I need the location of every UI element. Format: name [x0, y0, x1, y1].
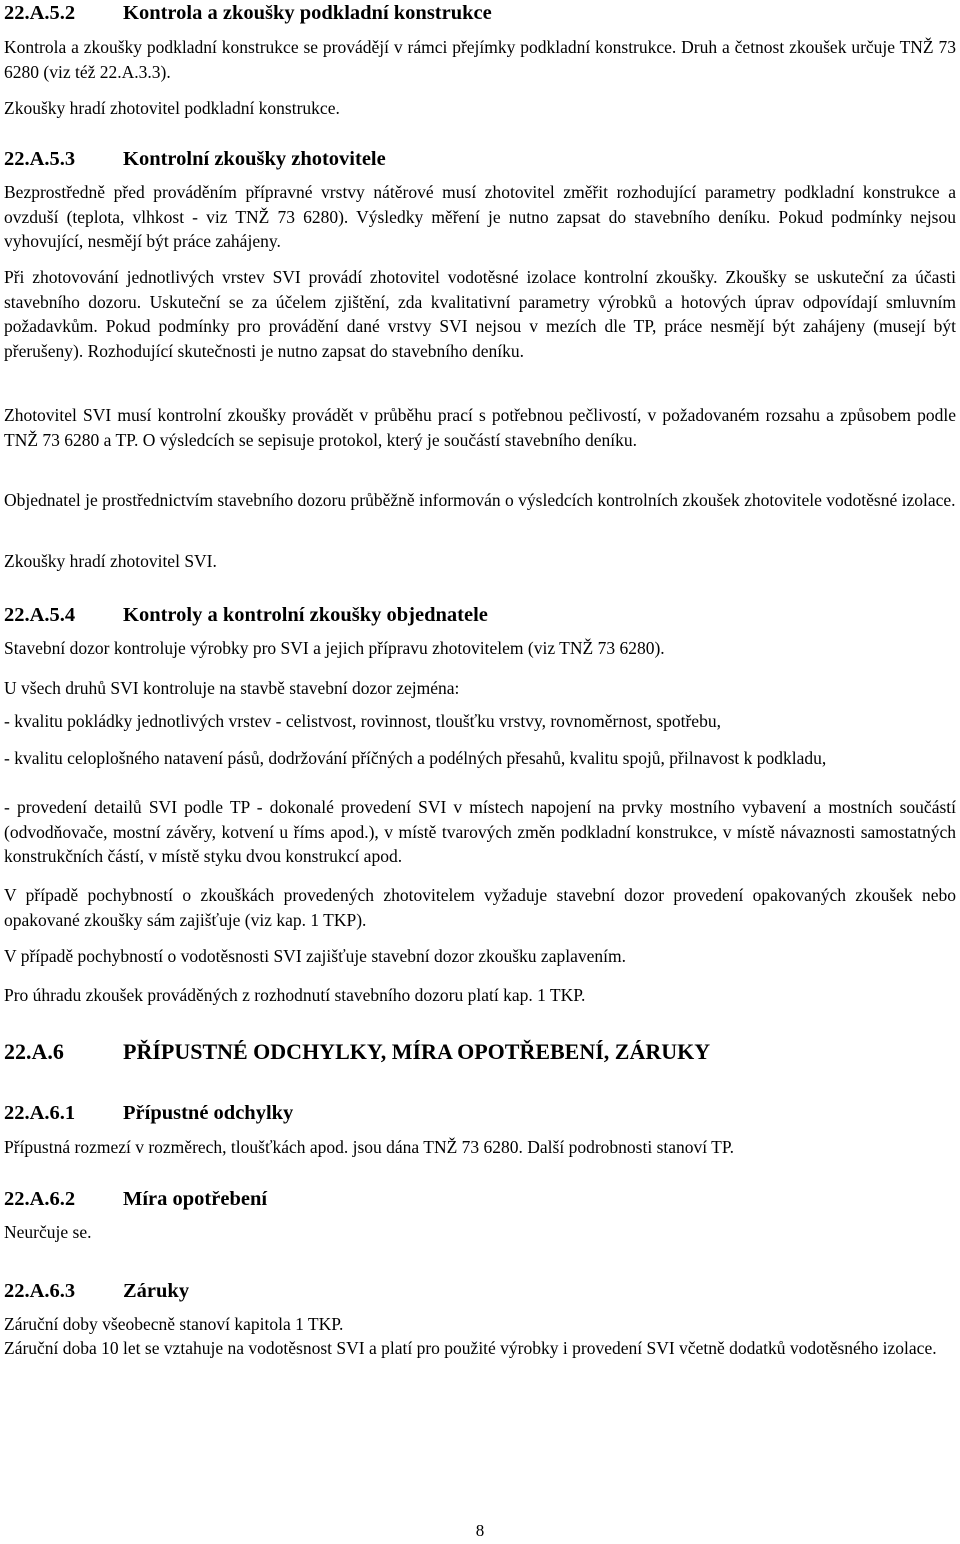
paragraph: Stavební dozor kontroluje výrobky pro SVI a jejich přípravu zhotovitelem (viz TNŽ 73 6280). — [4, 638, 665, 658]
heading-22-a-6-1 — [4, 1100, 293, 1126]
paragraph: Záruční doba 10 let se vztahuje na vodotěsnost SVI a platí pro použité výrobky i provedení SVI včetně dodatků vodotěsného izolace. — [4, 1338, 937, 1358]
heading-title: Kontrolní zkoušky zhotovitele — [123, 148, 386, 170]
paragraph: Kontrola a zkoušky podkladní konstrukce se provádějí v rámci přejímky podkladní konstrukce. Druh a četnost zkoušek určuje TNŽ 73 6280 (viz též 22.A.3.3). — [4, 37, 956, 82]
paragraph: V případě pochybností o zkouškách provedených zhotovitelem vyžaduje stavební dozor provedení opakovaných zkoušek nebo opakované zkoušky sám zajišťuje (viz kap. 1 TKP). — [4, 885, 956, 930]
heading-title: Míra opotřebení — [123, 1188, 268, 1210]
heading-number: 22.A.6.1 — [4, 1102, 76, 1124]
heading-22-a-6-3 — [4, 1278, 189, 1304]
heading-22-a-6 — [4, 1038, 710, 1066]
heading-number: 22.A.6 — [4, 1039, 64, 1064]
heading-number: 22.A.5.4 — [4, 604, 76, 626]
paragraph: Zkoušky hradí zhotovitel podkladní konstrukce. — [4, 98, 340, 118]
paragraph: Pro úhradu zkoušek prováděných z rozhodnutí stavebního dozoru platí kap. 1 TKP. — [4, 985, 586, 1005]
paragraph: Přípustná rozmezí v rozměrech, tloušťkách apod. jsou dána TNŽ 73 6280. Další podrobnosti stanoví TP. — [4, 1137, 735, 1157]
heading-number: 22.A.6.2 — [4, 1188, 76, 1210]
heading-number: 22.A.6.3 — [4, 1280, 76, 1302]
paragraph: Bezprostředně před prováděním přípravné vrstvy nátěrové musí zhotovitel změřit rozhodující parametry podkladní konstrukce a ovzduší (teplota, vlhkost - viz TNŽ 73 6280). Výsledky měření je nutno zapsat do stavebního deníku. Pokud podmínky nejsou vyhovující, nesmějí být práce zahájeny. — [4, 182, 956, 251]
heading-title: PŘÍPUSTNÉ ODCHYLKY, MÍRA OPOTŘEBENÍ, ZÁRUKY — [123, 1039, 711, 1064]
heading-22-a-6-2 — [4, 1186, 267, 1212]
heading-22-a-5-3 — [4, 146, 386, 172]
list-item: - kvalitu pokládky jednotlivých vrstev - celistvost, rovinnost, tloušťku vrstvy, rovnoměrnost, spotřebu, — [4, 711, 721, 731]
paragraph: Záruční doby všeobecně stanoví kapitola 1 TKP. — [4, 1314, 344, 1334]
paragraph: Objednatel je prostřednictvím stavebního dozoru průběžně informován o výsledcích kontrolních zkoušek zhotovitele vodotěsné izolace. — [4, 490, 956, 510]
heading-number: 22.A.5.2 — [4, 2, 76, 24]
heading-number: 22.A.5.3 — [4, 148, 76, 170]
list-item: - provedení detailů SVI podle TP - dokonalé provedení SVI v místech napojení na prvky mostního vybavení a mostních součástí (odvodňovače, mostní závěry, kotvení u říms apod.), v místě tvarových změn podkladní konstrukce, v místě návaznosti samostatných konstrukčních částí, v místě styku dvou konstrukcí apod. — [4, 797, 956, 866]
heading-title: Kontrola a zkoušky podkladní konstrukce — [123, 2, 492, 24]
heading-title: Záruky — [123, 1280, 190, 1302]
paragraph: Při zhotovování jednotlivých vrstev SVI provádí zhotovitel vodotěsné izolace kontrolní zkoušky. Zkoušky se uskuteční za účasti stavebního dozoru. Uskuteční se za účelem zjištění, zda kvalitativní parametry výrobků a hotových úprav odpovídají smluvním požadavkům. Pokud podmínky pro provádění dané vrstvy SVI nejsou v mezích dle TP, práce nesmějí být zahájeny (musejí být přerušeny). Rozhodující skutečnosti je nutno zapsat do stavebního deníku. — [4, 267, 956, 361]
list-item: - kvalitu celoplošného natavení pásů, dodržování příčných a podélných přesahů, kvalitu spojů, přilnavost k podkladu, — [4, 748, 827, 768]
heading-22-a-5-4 — [4, 602, 488, 628]
paragraph: U všech druhů SVI kontroluje na stavbě stavební dozor zejména: — [4, 678, 460, 698]
heading-title: Přípustné odchylky — [123, 1102, 294, 1124]
heading-22-a-5-2 — [4, 0, 492, 26]
paragraph: Zhotovitel SVI musí kontrolní zkoušky provádět v průběhu prací s potřebnou pečlivostí, v požadovaném rozsahu a způsobem podle TNŽ 73 6280 a TP. O výsledcích se sepisuje protokol, který je součástí stavebního deníku. — [4, 405, 956, 450]
page-number: 8 — [475, 1521, 485, 1540]
paragraph: V případě pochybností o vodotěsnosti SVI zajišťuje stavební dozor zkoušku zaplavením. — [4, 946, 626, 966]
heading-title: Kontroly a kontrolní zkoušky objednatele — [123, 604, 488, 626]
paragraph: Neurčuje se. — [4, 1222, 92, 1242]
paragraph: Zkoušky hradí zhotovitel SVI. — [4, 551, 217, 571]
